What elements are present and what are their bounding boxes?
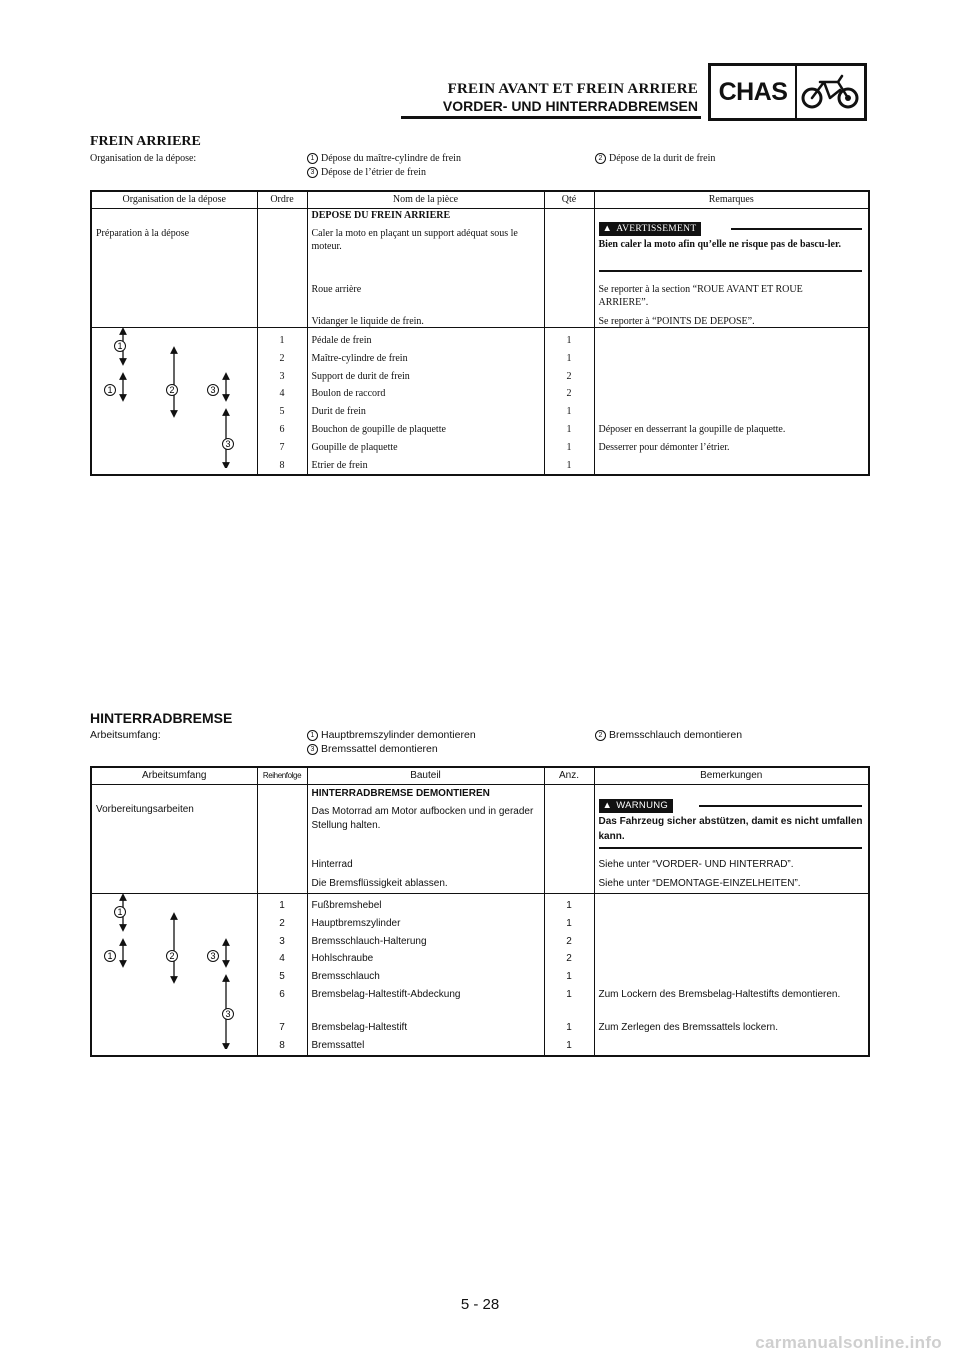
prep-block [91, 785, 869, 894]
prep-ord-cell [257, 785, 307, 894]
col-header: Reihenfolge [257, 767, 307, 785]
col-header: Organisation de la dépose [91, 191, 257, 209]
order-cell: 7 [279, 441, 285, 453]
col-header: Anz. [544, 767, 594, 785]
qty-cell: 1 [566, 459, 572, 471]
header-title-fr: FREIN AVANT ET FREIN ARRIERE [447, 81, 698, 97]
qty-cell: 1 [566, 335, 572, 346]
table-header-row [91, 191, 869, 209]
remark-cell [599, 933, 865, 951]
diagram-label: 3 [210, 385, 216, 395]
order-cell: 6 [279, 423, 285, 435]
prep-heading: HINTERRADBREMSE DEMONTIEREN [311, 788, 490, 799]
qty-column [544, 894, 594, 1056]
qty-cell: 1 [566, 352, 572, 364]
qty-cell: 2 [566, 935, 572, 947]
circled-number: 2 [595, 730, 606, 741]
parts-block [91, 894, 869, 1056]
remark-cell [599, 457, 865, 475]
parts-block [91, 328, 869, 476]
diagram-label: 2 [169, 951, 175, 961]
prep-label-cell [91, 209, 257, 328]
diagram-label: 3 [225, 439, 231, 449]
col-header: Qté [544, 191, 594, 209]
circled-number: 1 [307, 153, 318, 164]
diagram-label: 1 [117, 341, 123, 351]
part-name: Bremsschlauch-Halterung [311, 935, 427, 947]
part-name: Goupille de plaquette [311, 441, 398, 453]
diagram-label: 3 [225, 1009, 231, 1019]
watermark: carmanualsonline.info [755, 1333, 942, 1352]
warning-triangle-icon: ▲ [602, 224, 613, 234]
order-cell: 2 [279, 352, 285, 364]
scope-item-3 [307, 742, 438, 756]
prep-step-1: Caler la moto en plaçant un support adéquat sous le moteur. [311, 228, 518, 252]
part-name: Hohlschraube [311, 953, 374, 965]
qty-cell: 1 [566, 441, 572, 453]
prep-remarks-cell [594, 209, 869, 328]
prep-step-1: Das Motorrad am Motor aufbocken und in gerader Stellung halten. [311, 806, 534, 831]
part-name: Bremsbelag-Haltestift [311, 1021, 408, 1033]
qty-cell: 1 [566, 1039, 572, 1051]
order-cell: 1 [279, 900, 285, 911]
prep-step-2-remark: Siehe unter “VORDER- UND HINTERRAD”. [598, 859, 794, 870]
order-cell: 5 [279, 971, 285, 983]
part-name: Pédale de frein [311, 335, 372, 346]
scope-text: Bremssattel demontieren [321, 743, 438, 755]
scope-label: Organisation de la dépose: [90, 153, 197, 164]
qty-cell: 1 [566, 406, 572, 418]
qty-cell: 1 [566, 971, 572, 983]
qty-cell: 2 [566, 953, 572, 965]
part-name: Etrier de frein [311, 459, 368, 471]
remarks-column [594, 894, 869, 1056]
qty-cell: 1 [566, 917, 572, 929]
part-name: Bremssattel [311, 1039, 365, 1051]
part-name: Boulon de raccord [311, 388, 386, 400]
scope-text: Hauptbremszylinder demontieren [321, 729, 476, 741]
scope-de [90, 728, 870, 758]
qty-column [544, 328, 594, 476]
remark-cell [599, 403, 865, 421]
order-cell: 4 [279, 953, 285, 965]
qty-cell: 1 [566, 423, 572, 435]
removal-table-fr [90, 190, 870, 476]
diagram-label: 1 [107, 385, 113, 395]
warning-box [599, 797, 865, 841]
warning-triangle-icon: ▲ [602, 800, 613, 811]
scope-text: Dépose de la durit de frein [609, 153, 716, 164]
part-name: Hauptbremszylinder [311, 917, 401, 929]
remark-cell [599, 385, 865, 403]
order-diagram [91, 894, 257, 1056]
order-cell: 3 [279, 935, 285, 947]
section-title-fr: FREIN ARRIERE [90, 134, 201, 149]
remark-cell [599, 915, 865, 933]
scope-item-1 [307, 728, 476, 742]
prep-step-2-remark: Se reporter à la section “ROUE AVANT ET ROUE ARRIERE”. [598, 284, 803, 308]
circled-number: 3 [307, 167, 318, 178]
page-number: 5 - 28 [460, 1296, 500, 1313]
remark-cell [599, 368, 865, 386]
order-cell: 2 [279, 917, 285, 929]
prep-step-3-remark: Siehe unter “DEMONTAGE-EINZELHEITEN”. [598, 878, 801, 889]
order-column [257, 894, 307, 1056]
part-name-column [307, 328, 544, 476]
scope-label: Arbeitsumfang: [90, 729, 161, 741]
qty-cell: 1 [566, 988, 572, 1000]
remark-cell [599, 1037, 865, 1055]
remark-cell [599, 968, 865, 986]
col-header: Remarques [594, 191, 869, 209]
prep-step-2: Hinterrad [311, 859, 353, 870]
prep-qty-cell [544, 785, 594, 894]
part-name: Bremsschlauch [311, 971, 380, 983]
part-name: Maître-cylindre de frein [311, 352, 408, 364]
part-name-column [307, 894, 544, 1056]
order-cell: 3 [279, 370, 285, 382]
section-fr [90, 134, 870, 182]
col-header: Ordre [257, 191, 307, 209]
order-cell: 5 [279, 406, 285, 418]
remark-cell [599, 350, 865, 368]
prep-qty-cell [544, 209, 594, 328]
order-arrows-icon [92, 328, 258, 468]
remark-cell: Zum Lockern des Bremsbelag-Haltestifts demontieren. [598, 988, 841, 1000]
col-header: Bemerkungen [594, 767, 869, 785]
order-cell: 8 [279, 459, 285, 471]
warning-tag-label: WARNUNG [616, 800, 669, 811]
warning-text: Bien caler la moto afin qu’elle ne risque pas de bascu-ler. [598, 239, 841, 250]
scope-text: Dépose de l’étrier de frein [321, 167, 426, 178]
table-header-row [91, 767, 869, 785]
warning-rule [699, 805, 863, 807]
qty-cell: 1 [566, 1021, 572, 1033]
motorcycle-icon [797, 66, 864, 118]
warning-tag-label: AVERTISSEMENT [616, 224, 697, 234]
remark-cell [599, 332, 865, 350]
header-rule [401, 116, 701, 119]
warning-bottom-rule [599, 270, 863, 272]
diagram-label: 1 [107, 951, 113, 961]
circled-number: 2 [595, 153, 606, 164]
scope-item-3 [307, 166, 426, 180]
order-diagram [91, 328, 257, 476]
warning-tag [599, 799, 674, 813]
prep-name-cell [307, 785, 544, 894]
prep-step-3-remark: Se reporter à “POINTS DE DEPOSE”. [598, 316, 755, 327]
diagram-label: 1 [117, 907, 123, 917]
circled-number: 3 [307, 744, 318, 755]
section-title-de: HINTERRADBREMSE [90, 710, 233, 726]
qty-cell: 2 [566, 370, 572, 382]
part-name: Bouchon de goupille de plaquette [311, 423, 446, 435]
part-name: Support de durit de frein [311, 370, 410, 382]
prep-block [91, 209, 869, 328]
qty-cell: 1 [566, 900, 572, 911]
qty-cell: 2 [566, 388, 572, 400]
prep-name-cell [307, 209, 544, 328]
prep-step-3: Vidanger le liquide de frein. [311, 316, 424, 327]
prep-ord-cell [257, 209, 307, 328]
prep-step-2: Roue arrière [311, 284, 362, 295]
warning-rule [731, 228, 863, 230]
col-header: Arbeitsumfang [91, 767, 257, 785]
order-column [257, 328, 307, 476]
prep-label: Vorbereitungsarbeiten [96, 804, 194, 815]
remark-cell: Zum Zerlegen des Bremssattels lockern. [598, 1021, 779, 1033]
part-name: Fußbremshebel [311, 900, 382, 911]
warning-tag [599, 222, 702, 236]
warning-bottom-rule [599, 847, 863, 849]
warning-text: Das Fahrzeug sicher abstützen, damit es nicht umfallen kann. [598, 816, 863, 842]
scope-item-2 [595, 728, 742, 742]
col-header: Bauteil [307, 767, 544, 785]
header-title-de: VORDER- UND HINTERRADBREMSEN [442, 98, 698, 114]
diagram-label: 3 [210, 951, 216, 961]
remark-cell: Déposer en desserrant la goupille de plaquette. [598, 423, 786, 435]
order-cell: 8 [279, 1039, 285, 1051]
scope-text: Dépose du maître-cylindre de frein [321, 153, 461, 164]
prep-heading: DEPOSE DU FREIN ARRIERE [311, 210, 451, 221]
order-cell: 4 [279, 388, 285, 400]
prep-label: Préparation à la dépose [96, 228, 190, 239]
removal-table-de [90, 766, 870, 1057]
part-name: Bremsbelag-Haltestift-Abdeckung [311, 988, 461, 1000]
warning-box [599, 220, 865, 264]
scope-fr [90, 152, 870, 182]
scope-item-2 [595, 152, 715, 166]
order-cell: 7 [279, 1021, 285, 1033]
part-name: Durit de frein [311, 406, 366, 418]
prep-remarks-cell [594, 785, 869, 894]
remarks-column [594, 328, 869, 476]
scope-text: Bremsschlauch demontieren [609, 729, 743, 741]
remark-cell [599, 950, 865, 968]
section-de [90, 710, 870, 758]
remark-cell: Desserrer pour démonter l’étrier. [598, 441, 730, 453]
remark-cell [599, 897, 865, 915]
scope-item-1 [307, 152, 461, 166]
prep-step-3: Die Bremsflüssigkeit ablassen. [311, 878, 448, 889]
order-cell: 6 [279, 988, 285, 1000]
diagram-label: 2 [169, 385, 175, 395]
prep-label-cell [91, 785, 257, 894]
order-arrows-icon [92, 894, 258, 1049]
chapter-badge [708, 63, 867, 121]
header-titles [443, 80, 698, 115]
order-cell: 1 [279, 335, 285, 346]
col-header: Nom de la pièce [307, 191, 544, 209]
chapter-badge-label: CHAS [711, 66, 797, 118]
circled-number: 1 [307, 730, 318, 741]
